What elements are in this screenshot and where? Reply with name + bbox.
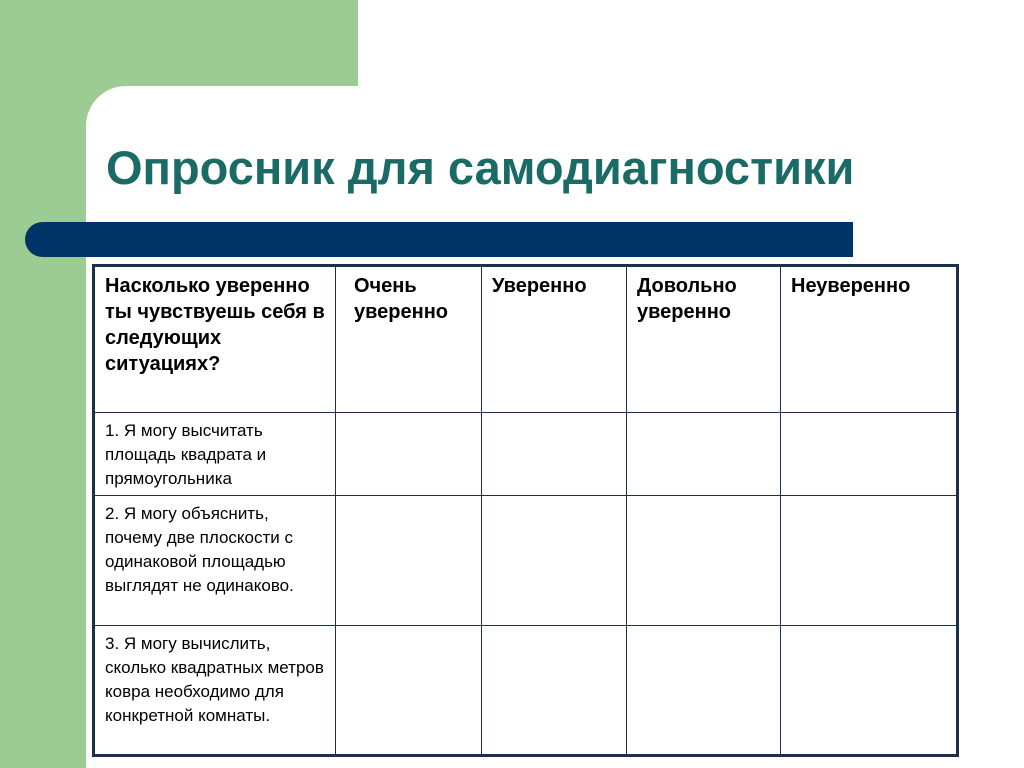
statement-cell: 3. Я могу вычислить, сколько квадратных метров ковра необходимо для конкретной комнаты. [94, 626, 336, 756]
statement-cell: 1. Я могу высчитать площадь квадрата и прямоугольника [94, 413, 336, 496]
answer-cell-confident[interactable] [482, 496, 627, 626]
table-header-row [94, 266, 958, 413]
answer-cell-very-confident[interactable] [336, 413, 482, 496]
table-row [94, 626, 958, 756]
answer-cell-fairly-confident[interactable] [627, 413, 781, 496]
slide-title: Опросник для самодиагностики [106, 141, 855, 194]
answer-cell-very-confident[interactable] [336, 626, 482, 756]
table-row [94, 413, 958, 496]
decorative-title-bar [25, 222, 853, 257]
answer-cell-confident[interactable] [482, 413, 627, 496]
answer-cell-not-confident[interactable] [781, 626, 958, 756]
self-assessment-table [92, 264, 959, 757]
header-question-cell: Насколько уверенно ты чувствуешь себя в следующих ситуациях? [94, 266, 336, 413]
header-option-confident: Уверенно [482, 266, 627, 413]
header-option-not-confident: Неуверенно [781, 266, 958, 413]
answer-cell-very-confident[interactable] [336, 496, 482, 626]
answer-cell-fairly-confident[interactable] [627, 626, 781, 756]
header-option-fairly-confident: Довольно уверенно [627, 266, 781, 413]
statement-cell: 2. Я могу объяснить, почему две плоскости с одинаковой площадью выглядят не одинаково. [94, 496, 336, 626]
answer-cell-not-confident[interactable] [781, 413, 958, 496]
answer-cell-confident[interactable] [482, 626, 627, 756]
answer-cell-not-confident[interactable] [781, 496, 958, 626]
answer-cell-fairly-confident[interactable] [627, 496, 781, 626]
table-row [94, 496, 958, 626]
header-option-very-confident: Очень уверенно [336, 266, 482, 413]
